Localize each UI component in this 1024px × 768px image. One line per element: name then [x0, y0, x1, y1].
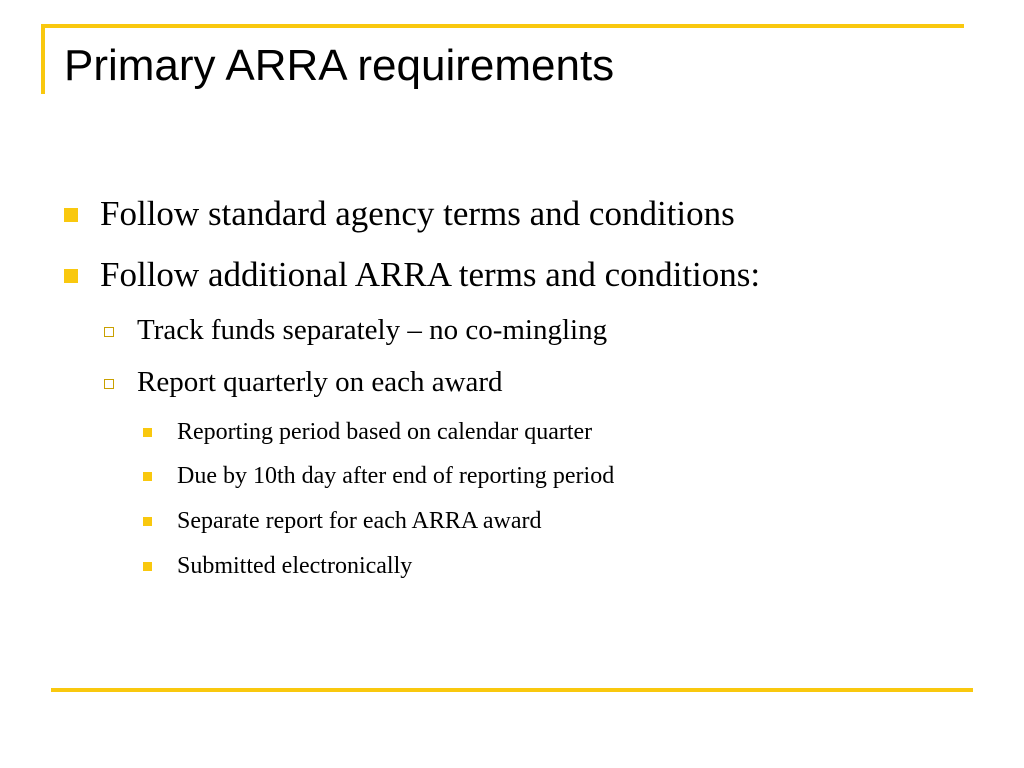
- bullet-text: Follow additional ARRA terms and conditions:: [100, 255, 761, 294]
- sub-bullet-text: Report quarterly on each award: [137, 366, 503, 398]
- outline-square-bullet-icon: [104, 327, 114, 337]
- sub-sub-bullet-text: Separate report for each ARRA award: [177, 508, 542, 534]
- bullet-item: [100, 254, 760, 296]
- sub-sub-bullet-item: [177, 551, 412, 581]
- sub-bullet-item: [137, 312, 607, 348]
- sub-sub-bullet-item: [177, 506, 542, 536]
- bullet-item: [100, 193, 735, 235]
- filled-square-bullet-icon: [143, 517, 152, 526]
- slide-title: Primary ARRA requirements: [64, 41, 615, 90]
- sub-sub-bullet-item: [177, 417, 592, 447]
- bottom-divider: [51, 688, 973, 692]
- filled-square-bullet-icon: [143, 472, 152, 481]
- sub-sub-bullet-text: Due by 10th day after end of reporting period: [177, 463, 615, 489]
- outline-square-bullet-icon: [104, 379, 114, 389]
- filled-square-bullet-icon: [143, 562, 152, 571]
- sub-sub-bullet-text: Submitted electronically: [177, 553, 413, 579]
- sub-bullet-item: [137, 364, 503, 400]
- title-accent-bar-horizontal: [41, 24, 964, 28]
- title-accent-bar-vertical: [41, 24, 45, 94]
- filled-square-bullet-icon: [143, 428, 152, 437]
- sub-bullet-text: Track funds separately – no co-mingling: [137, 314, 608, 346]
- bullet-text: Follow standard agency terms and conditions: [100, 194, 735, 233]
- filled-square-bullet-icon: [64, 269, 78, 283]
- sub-sub-bullet-text: Reporting period based on calendar quarter: [177, 419, 593, 445]
- sub-sub-bullet-item: [177, 461, 614, 491]
- filled-square-bullet-icon: [64, 208, 78, 222]
